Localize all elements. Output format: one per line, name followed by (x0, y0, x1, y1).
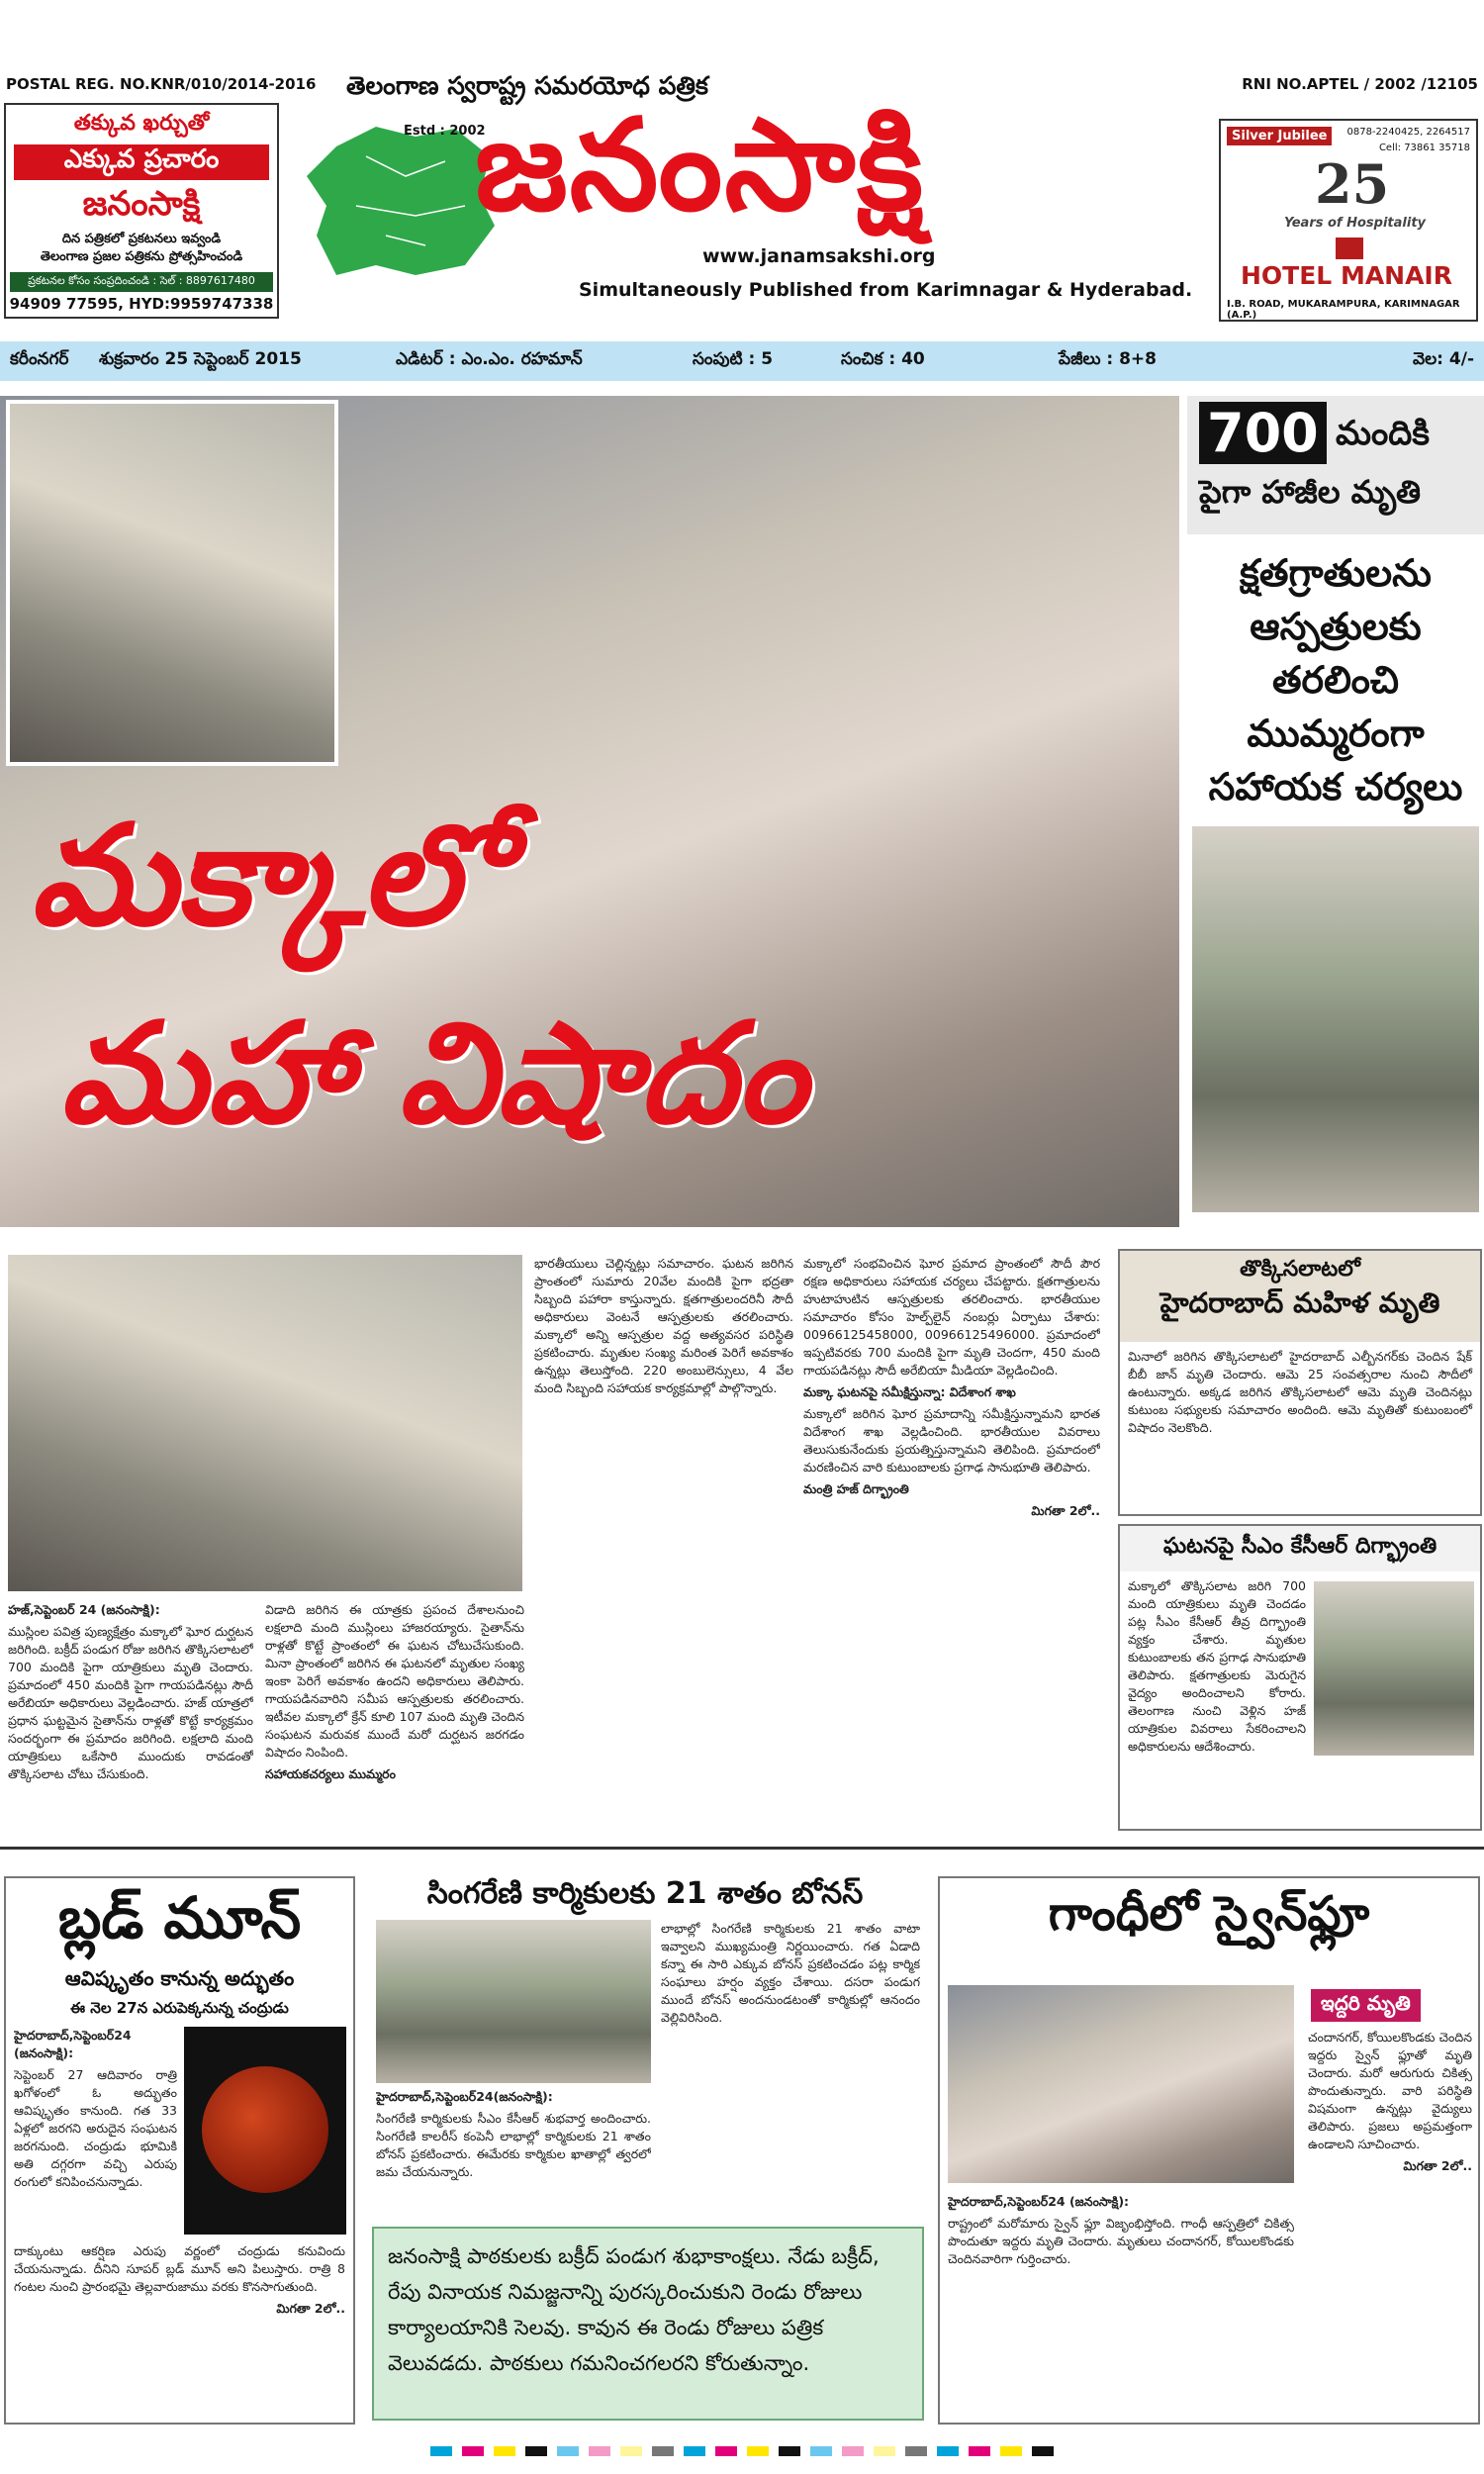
lead-column-4: మక్కాలో సంభవించిన ఘోర ప్రమాద ప్రాంతంలో సౌదీ పౌర రక్షణ అధికారులు సహాయక చర్యలు చేపట్టారు. క్షతగాత్రులను హుటాహుటిన ఆస్పత్రులకు తరలించారు. భారతీయుల సమాచారం కోసం హెల్ప్‌లైన్ నంబర్లు ఏర్పాటు చేశారు: 00966125458000, 00966125496000. ప్రమాదంలో ఇప్పటివరకు 700 మందికి పైగా మృతి చెందగా, 450 మంది గాయపడినట్లు సౌదీ అరేబియా మీడియా వెల్లడించింది. (803, 1256, 1100, 1378)
blood-moon-sub2: ఈ నెల 27న ఎరుపెక్కనున్న చంద్రుడు (70, 1999, 289, 2017)
swine-flu-sub: ఇద్దరి మృతి (1311, 1989, 1421, 2022)
hyd-head-2: హైదరాబాద్ మహిళ మృతి (1159, 1286, 1440, 1319)
ad-line-1: తక్కువ ఖర్చుతో (73, 111, 210, 136)
singareni-right-col (661, 1920, 920, 2217)
blood-moon-head: బ్లడ్ మూన్ (57, 1884, 302, 1951)
sub-head-minister: మంత్రి హజ్ దిగ్భ్రాంతి (803, 1481, 909, 1496)
lead-column-2: విడాది జరిగిన ఈ యాత్రకు ప్రపంచ దేశాలనుంచి లక్షలాది మంది ముస్లింలు హాజరయ్యారు. సైతాన్‌ను రాళ్లతో కొట్టే ప్రాంతంలో ఈ ఘటన చోటుచేసుకుంది. మినా ప్రాంతంలో జరిగిన ఈ ఘటనలో మృతుల సంఖ్య ఇంకా పెరిగే అవకాశం ఉందని అధికారులు తెలిపారు. గాయపడినవారిని సమీప ఆస్పత్రులకు తరలించారు. ఇటీవల మక్కాలో క్రేన్ కూలి 107 మంది మృతి చెందిన సంఘటన మరువక ముందే మరో దుర్ఘటన జరగడం విషాదం నింపింది. (265, 1602, 524, 1760)
volume: సంపుటి : 5 (693, 349, 774, 369)
headline-line-2: మహా విషాదం (59, 993, 807, 1155)
headline-line-1: మక్కాలో (30, 795, 504, 957)
rescue-side-head: క్షతగ్రాతులను ఆస్పత్రులకు తరలించి ముమ్మరంగా సహాయక చర్యలు (1208, 551, 1463, 809)
telangana-map-icon (297, 117, 505, 285)
ad-silver-jubilee: Silver Jubilee (1227, 127, 1332, 145)
section-divider (0, 1847, 1484, 1850)
blood-moon-box (4, 1876, 355, 2425)
kcr-photo (1314, 1581, 1474, 1756)
ad-line-3: దిన పత్రికలో ప్రకటనలు ఇవ్వండి (61, 232, 222, 246)
kcr-box (1118, 1524, 1482, 1831)
ad-address: I.B. ROAD, MUKARAMPURA, KARIMNAGAR (A.P.) (1227, 299, 1460, 321)
ad-hotel-name: HOTEL MANAIR (1241, 261, 1452, 290)
inset-photo-victims (6, 400, 338, 766)
ad-phones: 94909 77595, HYD:9959747338 (9, 295, 274, 313)
pages: పేజీలు : 8+8 (1059, 349, 1157, 369)
death-toll-text-1: మందికి (1336, 414, 1430, 453)
mecca-bodies-photo (8, 1255, 522, 1591)
hotel-logo-icon (1336, 238, 1363, 259)
sub-head-mea: మక్కా ఘటనపై సమీక్షిస్తున్నా: విదేశాంగ శాఖ (803, 1384, 1016, 1399)
hyderabad-woman-box (1118, 1249, 1482, 1516)
death-toll-text-2: పైగా హాజీల మృతి (1199, 473, 1422, 511)
ad-contact: ప్రకటనల కోసం సంప్రదించండి : సెల్ : 8897617480 (10, 272, 273, 292)
festival-greeting-box (372, 2227, 924, 2421)
color-registration-bar (0, 2444, 1484, 2458)
blood-moon-continued: మిగతా 2లో.. (276, 2301, 345, 2316)
singareni-dateline: హైదరాబాద్,సెప్టెంబర్24(జనంసాక్షి): (376, 2089, 553, 2104)
lead-column-3-box (534, 1255, 793, 1829)
hyd-text: మినాలో జరిగిన తొక్కిసలాటలో హైదరాబాద్ ఎల్బీనగర్‌కు చెందిన షేక్ బీబీ జాన్ మృతి చెందారు. ఆమె 25 సంవత్సరాల నుంచి సౌదీలో ఉంటున్నారు. అక్కడ జరిగిన తొక్కిసలాటలో ఆమె మృతి చెందినట్లు కుటుంబ సభ్యులకు సమాచారం అందింది. ఆమె మృతితో కుటుంబంలో విషాదం నెలకొంది. (1128, 1349, 1472, 1435)
right-advertisement (1219, 119, 1478, 322)
lead-column-3: భారతీయులు చెల్లిన్నట్లు సమాచారం. ఘటన జరిగిన ప్రాంతంలో సుమారు 20వేల మందికి పైగా భద్రతా సిబ్బంది పహారా కాస్తున్నారు. క్షతగాత్రులందరినీ సౌదీ అధికారులు వెంటనే ఆస్పత్రులకు తరలించారు. మక్కాలో అన్ని ఆస్పత్రుల వద్ద అత్యవసర పరిస్థితి ప్రకటించారు. మృతుల సంఖ్య మరింత పెరిగే అవకాశం ఉన్నట్లు తెలుస్తోంది. 220 అంబులెన్సులు, 4 వేల మంది సిబ్బంది సహాయక కార్యక్రమాల్లో పాల్గొన్నారు. (534, 1256, 793, 1395)
city: కరీంనగర్ (10, 349, 69, 369)
tagline: తెలంగాణ స్వరాష్ట్ర సమరయోధ పత్రిక (346, 71, 708, 100)
left-advertisement (4, 103, 279, 319)
death-toll-box (1187, 396, 1484, 534)
swine-flu-box (938, 1876, 1480, 2425)
ad-line-4: తెలంగాణ ప్రజల పత్రికను ప్రోత్సహించండి (40, 249, 243, 264)
singareni-text-1: సింగరేణి కార్మికులకు సీఎం కేసీఆర్ శుభవార్త అందించారు. సింగరేణి కాలరీస్ కంపెనీ లాభాల్లో కార్మికులకు 21 శాతం బోనస్ ప్రకటించారు. ఈమేరకు కార్మికుల ఖాతాల్లో త్వరలో జమ చేయనున్నారు. (376, 2111, 651, 2179)
lead-column-4b: మక్కాలో జరిగిన ఘోర ప్రమాదాన్ని సమీక్షిస్తున్నామని భారత విదేశాంగ శాఖ వెల్లడించింది. భారతీయుల వివరాలు తెలుసుకునేందుకు ప్రయత్నిస్తున్నామని తెలిపింది. ప్రమాదంలో మరణించిన వారి కుటుంబాలకు ప్రగాఢ సానుభూతి తెలిపారు. (803, 1406, 1100, 1475)
ad-brand: జనంసాక్షి (82, 184, 201, 224)
hospital-photo (948, 1985, 1294, 2183)
singareni-text-2: లాభాల్లో సింగరేణి కార్మికులకు 21 శాతం వాటా ఇవ్వాలని ముఖ్యమంత్రి నిర్ణయించారు. గత ఏడాది కన్నా ఈ సారి ఎక్కువ బోనస్ ప్రకటించడం పట్ల కార్మిక సంఘాలు హర్షం వ్యక్తం చేశాయి. దసరా పండుగ ముందే బోనస్ అందనుండటంతో కార్మికుల్లో ఆనందం వెల్లివిరిసింది. (661, 1921, 920, 2025)
published-from: Simultaneously Published from Karimnagar & Hyderabad. (579, 279, 1193, 301)
blood-moon-text-1: సెప్టెంబర్ 27 ఆదివారం రాత్రి ఖగోళంలో ఓ అద్భుతం ఆవిష్కృతం కానుంది. గత 33 ఏళ్లలో జరగని అరుదైన సంఘటన జరగనుంది. చంద్రుడు భూమికి అతి దగ్గరగా వచ్చి ఎరుపు రంగులో కనిపించనున్నాడు. (14, 2067, 177, 2189)
ad-phone-1: 0878-2240425, 2264517 (1346, 127, 1470, 138)
issue: సంచిక : 40 (841, 349, 925, 369)
lead-column-2-box (265, 1601, 524, 1829)
death-toll-number: 700 (1199, 402, 1327, 464)
red-moon-icon (202, 2066, 328, 2193)
moon-photo (184, 2027, 346, 2235)
swine-flu-dateline: హైదరాబాద్,సెప్టెంబర్24 (జనంసాక్షి): (948, 2194, 1130, 2209)
swine-flu-text-1: రాష్ట్రంలో మరోమారు స్వైన్ ఫ్లూ విజృంభిస్తోంది. గాంధీ ఆస్పత్రిలో చికిత్స పొందుతూ ఇద్దరు మృతి చెందారు. మృతులు చందానగర్, కోయిలకొండకు చెందినవారిగా గుర్తించారు. (948, 2216, 1294, 2266)
singareni-photo (376, 1920, 651, 2083)
blood-moon-sub: ఆవిష్కృతం కానున్న అద్భుతం (64, 1966, 295, 1990)
newspaper-title: జనంసాక్షి (475, 91, 926, 239)
established-year: Estd : 2002 (404, 124, 486, 139)
postal-reg: POSTAL REG. NO.KNR/010/2014-2016 (6, 75, 317, 93)
continued-page-2: మిగతా 2లో.. (1031, 1503, 1100, 1518)
lead-column-1: ముస్లింల పవిత్ర పుణ్యక్షేత్రం మక్కాలో ఘోర దుర్ఘటన జరిగింది. బక్రీద్ పండుగ రోజు జరిగిన తొక్కిసలాటలో 700 మందికి పైగా యాత్రికులు మృతి చెందారు. ప్రమాదంలో 450 మందికి పైగా గాయపడినట్లు సౌదీ అరేబియా అధికారులు వెల్లడించారు. హజ్ యాత్రలో ప్రధాన ఘట్టమైన సైతాన్‌ను రాళ్లతో కొట్టే కార్యక్రమం సందర్భంగా ఈ ప్రమాదం జరిగింది. లక్షలాది మంది యాత్రికులు ఒకేసారి ముందుకు రావడంతో తొక్కిసలాట చోటు చేసుకుంది. (8, 1624, 253, 1781)
ad-line-2: ఎక్కువ ప్రచారం (14, 144, 269, 180)
kcr-text: మక్కాలో తొక్కిసలాట జరిగి 700 మంది యాత్రికులు మృతి చెందడం పట్ల సీఎం కేసీఆర్ తీవ్ర దిగ్భ్రాంతి వ్యక్తం చేశారు. మృతుల కుటుంబాలకు తన ప్రగాఢ సానుభూతి తెలిపారు. క్షతగాత్రులకు మెరుగైన వైద్యం అందించాలని కోరారు. తెలంగాణ నుంచి వెళ్లిన హజ్ యాత్రికుల వివరాలు సేకరించాలని అధికారులను ఆదేశించారు. (1128, 1578, 1306, 1754)
hyd-head-1: తొక్కిసలాటలో (1240, 1257, 1360, 1282)
continued-rescue: సహాయకచర్యలు ముమ్మరం (265, 1766, 396, 1781)
website: www.janamsakshi.org (702, 245, 936, 267)
dateline: హజ్,సెప్టెంబర్ 24 (జనంసాక్షి): (8, 1602, 160, 1617)
price: వెల: 4/- (1413, 349, 1474, 369)
rni-number: RNI NO.APTEL / 2002 /12105 (1242, 75, 1478, 93)
ad-phone-2: Cell: 73861 35718 (1378, 143, 1470, 153)
swine-flu-continued: మిగతా 2లో.. (1403, 2158, 1472, 2173)
date: శుక్రవారం 25 సెప్టెంబర్ 2015 (99, 349, 302, 369)
rescue-photo (1192, 826, 1479, 1212)
singareni-left-col (376, 2088, 651, 2217)
kcr-head: ఘటనపై సీఎం కేసీఆర్ దిగ్భ్రాంతి (1120, 1526, 1480, 1571)
lead-dateline (8, 1601, 253, 1829)
ad-years: 25 (1315, 152, 1390, 216)
ad-years-text: Years of Hospitality (1284, 216, 1427, 231)
singareni-head: సింగరేణి కార్మికులకు 21 శాతం బోనస్ (426, 1876, 864, 1911)
editor: ఎడిటర్ : ఎం.ఎం. రహమాన్ (396, 349, 583, 369)
blood-moon-dateline: హైదరాబాద్,సెప్టెంబర్24 (జనంసాక్షి): (14, 2028, 132, 2060)
festival-greeting-text: జనంసాక్షి పాఠకులకు బక్రీద్ పండుగ శుభాకాంక్షలు. నేడు బక్రీద్, రేపు వినాయక నిమజ్జనాన్ని పురస్కరించుకుని రెండు రోజులు కార్యాలయానికి సెలవు. కావున ఈ రెండు రోజులు పత్రిక వెలువడదు. పాఠకులు గమనించగలరని కోరుతున్నాం. (388, 2244, 880, 2375)
blood-moon-text-2: దాక్కుంటు ఆకర్షిణ ఎరుపు వర్ణంలో చంద్రుడు కనువిందు చేయనున్నాడు. దీనిని సూపర్ బ్లడ్ మూన్ అని పిలుస్తారు. రాత్రి 8 గంటల నుంచి ప్రారంభమై తెల్లవారుజాము వరకు కొనసాగుతుంది. (14, 2243, 345, 2294)
date-info-bar (0, 341, 1484, 381)
swine-flu-text-2: చందానగర్, కోయిలకొండకు చెందిన ఇద్దరు స్వైన్ ఫ్లూతో మృతి చెందారు. మరో ఆరుగురు చికిత్స పొందుతున్నారు. వారి పరిస్థితి విషమంగా ఉన్నట్లు వైద్యులు తెలిపారు. ప్రజలు అప్రమత్తంగా ఉండాలని సూచించారు. (1308, 2030, 1472, 2151)
lead-column-4-box (803, 1255, 1100, 1829)
swine-flu-head: గాంధీలో స్వైన్‌ఫ్లూ (1048, 1886, 1370, 1942)
